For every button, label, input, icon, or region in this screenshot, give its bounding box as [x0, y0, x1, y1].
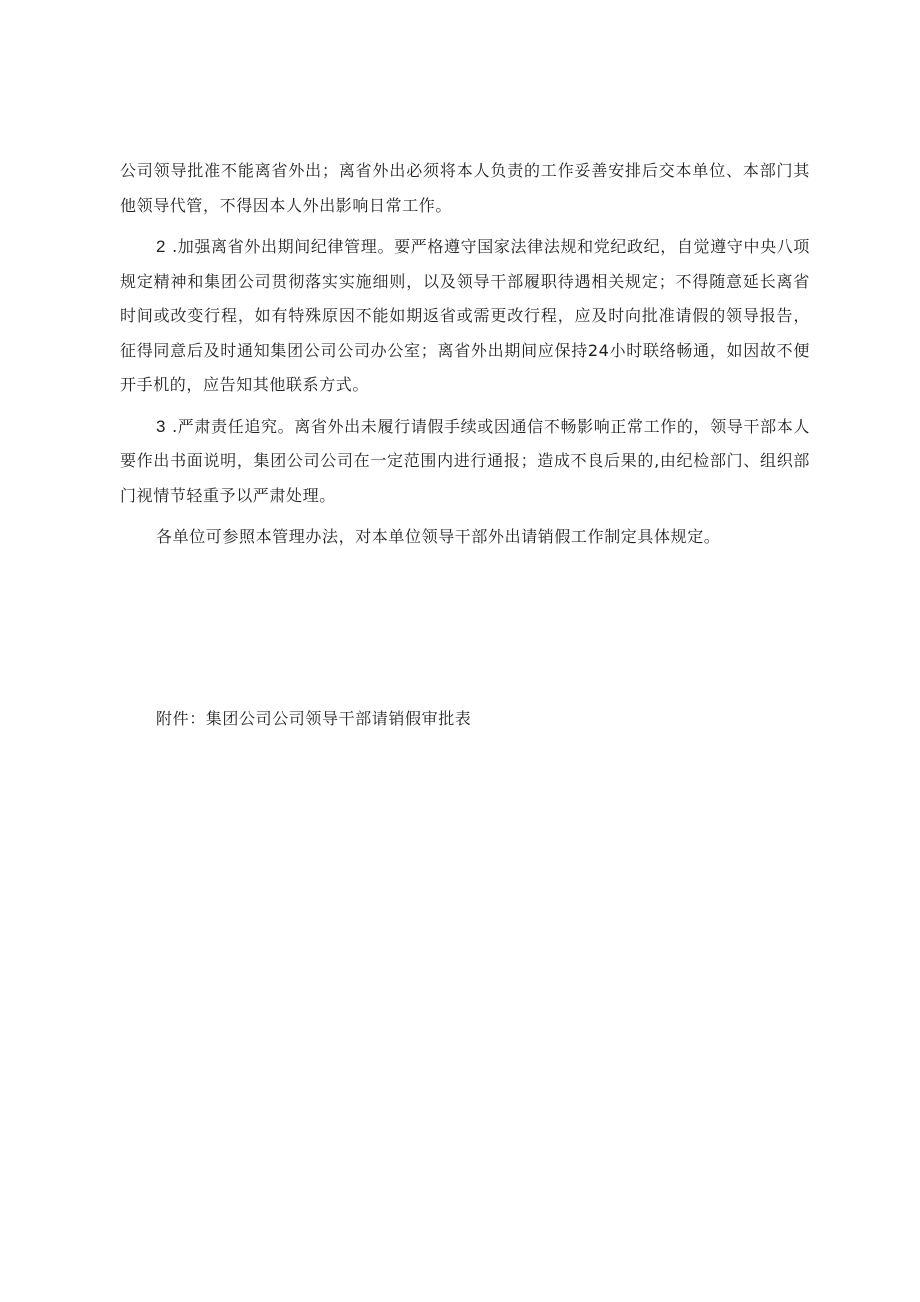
paragraph-closing [120, 520, 810, 555]
paragraph-number: 2 [156, 237, 167, 256]
paragraph-text: 公司领导批准不能离省外出；离省外出必须将本人负责的工作妥善安排后交本单位、本部门其他领导代管，不得因本人外出影响日常工作。 [120, 161, 810, 215]
paragraph-text: 各单位可参照本管理办法，对本单位领导干部外出请销假工作制定具体规定。 [156, 527, 721, 546]
attachment-line: 附件：集团公司公司领导干部请销假审批表 [156, 709, 472, 728]
paragraph-text: .加强离省外出期间纪律管理。要严格遵守国家法律法规和党纪政纪，自觉遵守中央八项规定精神和集团公司贯彻落实实施细则，以及领导干部履职待遇相关规定；不得随意延长离省时间或改变行程，如有特殊原因不能如期返省或需更改行程，应及时向批准请假的领导报告，征得同意后及时通知集团公司公司办公室；离省外出期间应保持24小时联络畅通，如因故不便开手机的，应告知其他联系方式。 [120, 237, 810, 394]
paragraph-continuation [120, 154, 810, 223]
paragraph-text: .严肃责任追究。离省外出未履行请假手续或因通信不畅影响正常工作的，领导干部本人要作出书面说明，集团公司公司在一定范围内进行通报；造成不良后果的,由纪检部门、组织部门视情节轻重予以严肃处理。 [120, 416, 810, 505]
document-body [120, 154, 810, 562]
paragraph-item-2 [120, 230, 810, 403]
paragraph-number: 3 [156, 416, 167, 436]
paragraph-item-3 [120, 410, 810, 514]
